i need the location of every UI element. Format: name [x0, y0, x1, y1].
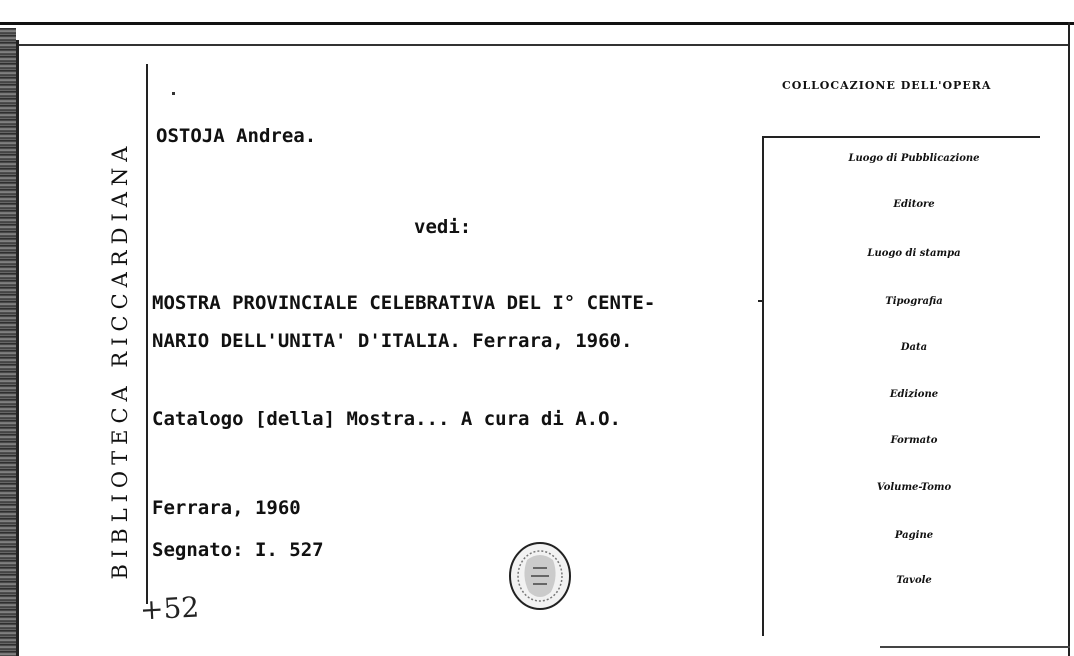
title-line-2: NARIO DELL'UNITA' D'ITALIA. Ferrara, 1960.	[152, 330, 633, 352]
library-name: BIBLIOTECA RICCARDIANA	[108, 140, 132, 580]
divider-tick	[758, 300, 762, 302]
card-top-rule	[18, 44, 1068, 46]
card-top-edge	[0, 22, 1074, 25]
right-panel-top-rule	[762, 136, 1040, 138]
card-left-border	[16, 40, 19, 656]
field-volume-tomo: Volume-Tomo	[876, 482, 952, 493]
handwritten-number: +52	[139, 590, 200, 627]
card-left-edge	[0, 28, 16, 656]
card-right-edge	[1068, 22, 1070, 656]
author-heading: OSTOJA Andrea.	[156, 125, 317, 147]
field-tipografia: Tipografia	[885, 296, 943, 307]
field-tavole: Tavole	[896, 575, 932, 586]
field-edizione: Edizione	[889, 389, 939, 400]
ink-dot	[172, 92, 175, 95]
shelfmark: Segnato: I. 527	[152, 539, 324, 561]
right-panel-divider	[762, 136, 764, 636]
field-luogo-pubblicazione: Luogo di Pubblicazione	[848, 153, 980, 164]
right-panel-bottom-rule	[880, 646, 1070, 648]
right-panel-header: COLLOCAZIONE DELL'OPERA	[782, 79, 992, 92]
title-line-1: MOSTRA PROVINCIALE CELEBRATIVA DEL I° CENTE-	[152, 292, 656, 314]
margin-rule	[146, 64, 148, 604]
field-luogo-stampa: Luogo di stampa	[867, 248, 961, 259]
field-editore: Editore	[893, 199, 935, 210]
library-stamp	[505, 540, 575, 612]
catalog-description: Catalogo [della] Mostra... A cura di A.O.	[152, 408, 621, 430]
see-reference: vedi:	[414, 216, 472, 238]
field-data: Data	[900, 342, 928, 353]
place-year: Ferrara, 1960	[152, 497, 301, 519]
field-formato: Formato	[890, 435, 938, 446]
field-pagine: Pagine	[894, 530, 934, 541]
